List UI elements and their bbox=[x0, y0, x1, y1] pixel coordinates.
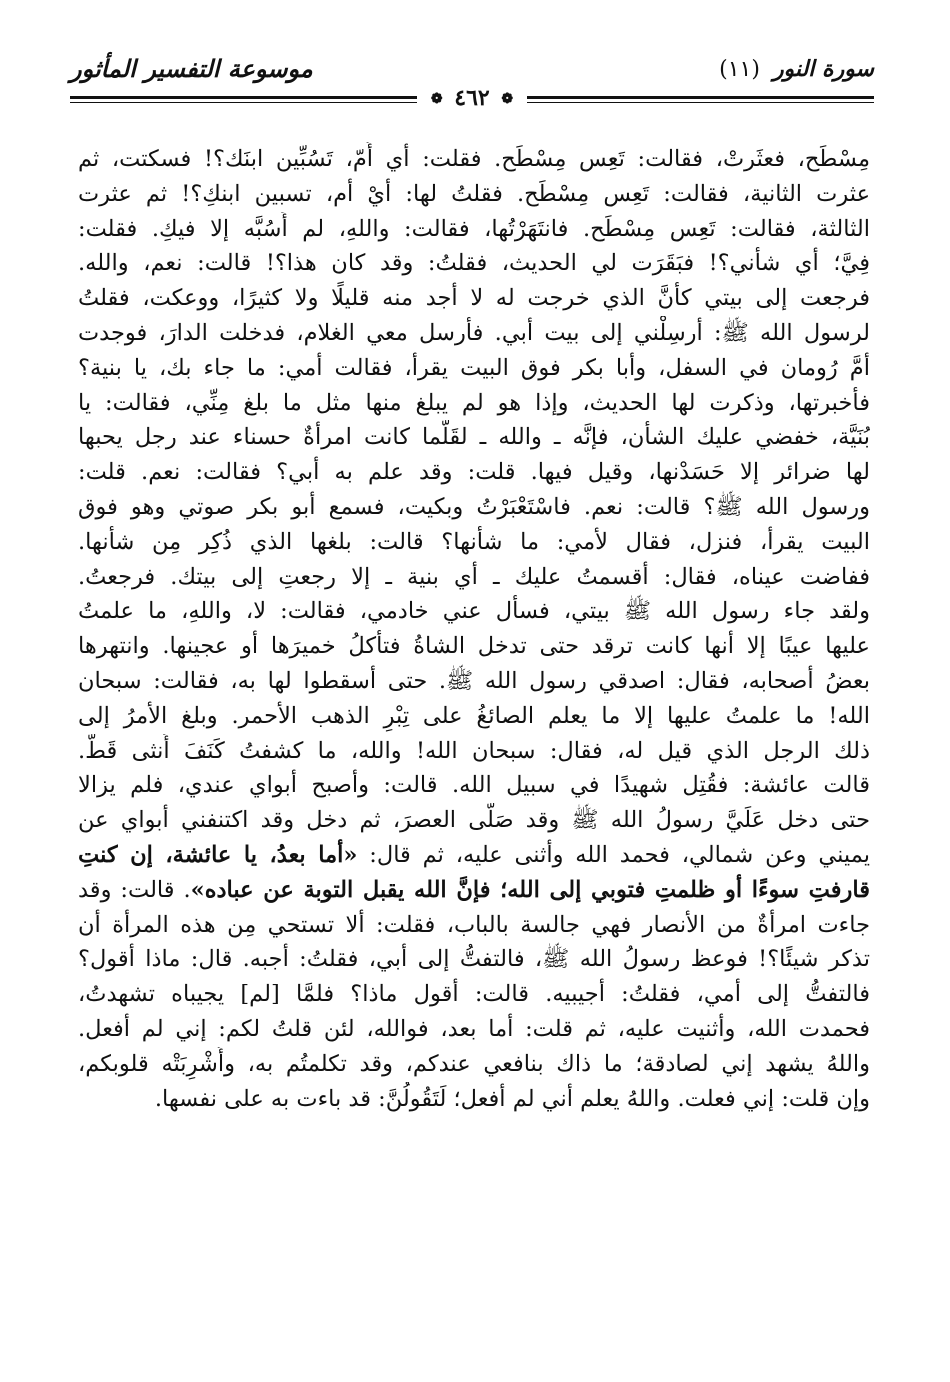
text-line: فحمدت الله، وأثنيت عليه، ثم قلت: أما بعد، فوالله، لئن قلتُ لكم: إني لم أفعل. bbox=[78, 1015, 870, 1042]
text-line: فِيَّ؛ أي شأني؟! فبَقَرَت لي الحديث، فقلتُ: وقد كان هذا؟! قالت: نعم، والله. bbox=[78, 250, 870, 277]
text-line: فالتفتُّ إلى أمي، فقلتُ: أجيبيه. قالت: أقول ماذا؟ فلمَّا [لم] يجيباه تشهدتُ، bbox=[78, 981, 870, 1008]
surah-number: (١١) bbox=[719, 57, 760, 82]
text-line: ذلك الرجل الذي قيل له، فقال: سبحان الله! والله، ما كشفتُ كَنَفَ أُنثى قَطُّ. bbox=[78, 737, 870, 764]
ornament-icon: ❁ bbox=[501, 91, 514, 107]
text-line: بعضُ أصحابه، فقال: اصدقي رسول الله ﷺ. حتى أسقطوا لها به، فقالت: سبحان bbox=[78, 667, 870, 694]
page-number-container bbox=[70, 84, 874, 113]
text-line: واللهُ يشهد إني لصادقة؛ ما ذاك بنافعي عندكم، وقد تكلمتُم به، وأُشْرِبَتْه قلوبكم، bbox=[78, 1050, 870, 1077]
text-line: مِسْطَح، فعثَرتْ، فقالت: تَعِس مِسْطَح. فقلت: أي أُمّ، تَسُبِّين ابنَك؟! فسكتت، ثم bbox=[78, 146, 870, 172]
text-line: حتى دخل عَلَيَّ رسولُ الله ﷺ وقد صَلَّى العصرَ، ثم دخل وقد اكتنفني أبواي عن bbox=[78, 807, 870, 834]
text-line: عثرت الثانية، فقالت: تَعِس مِسْطَح. فقلتُ لها: أيْ أم، تسبين ابنكِ؟! ثم عثرت bbox=[78, 180, 870, 207]
text-line: ففاضت عيناه، فقال: أقسمتُ عليك ـ أي بنية ـ إلا رجعتِ إلى بيتك. فرجعتُ. bbox=[78, 563, 870, 590]
text-line: بُنَيَّة، خفضي عليك الشأن، فإنَّه ـ والله ـ لقَلَّما كانت امرأةٌ حسناء عند رجل يحبها bbox=[78, 424, 870, 451]
text-line: لها ضرائر إلا حَسَدْنها، وقيل فيها. قلت: وقد علم به أبي؟ فقالت: نعم. قلت: bbox=[78, 459, 870, 486]
text-line: البيت يقرأ، فنزل، فقال لأمي: ما شأنها؟ قالت: بلغها الذي ذُكِر مِن شأنها. bbox=[78, 528, 870, 555]
running-head-surah bbox=[719, 56, 874, 82]
text-line: فرجعت إلى بيتي كأنَّ الذي خرجت له لا أجد منه قليلًا ولا كثيرًا، ووعكت، فقلتُ bbox=[78, 285, 870, 312]
surah-title: سورة النور bbox=[772, 56, 874, 82]
hadith-quote: «أما بعدُ، يا عائشة، إن كنتِ bbox=[78, 841, 358, 868]
text-line: وإن قلت: إني فعلت. واللهُ يعلم أني لم أفعل؛ لَتَقُولُنَّ: قد باءت به على نفسها. bbox=[154, 1085, 870, 1112]
ornament-icon: ❁ bbox=[430, 91, 443, 107]
page-number-box bbox=[417, 84, 527, 113]
text-line: ولقد جاء رسول الله ﷺ بيتي، فسأل عني خادمي، فقالت: لا، واللهِ، ما علمتُ bbox=[78, 598, 870, 625]
text-line: الثالثة، فقالت: تَعِس مِسْطَح. فانتَهَرْتُها، فقالت: واللهِ، لم أَسُبَّه إلا فيكِ. فقلت: bbox=[78, 215, 870, 242]
text-line: ورسول الله ﷺ؟ قالت: نعم. فاسْتَعْبَرْتُ وبكيت، فسمع أبو بكر صوتي وهو فوق bbox=[78, 493, 870, 520]
page-number: ٤٦٢ bbox=[454, 85, 490, 111]
page-header bbox=[70, 56, 874, 110]
text-line: قالت عائشة: فقُتِل شهيدًا في سبيل الله. قالت: وأصبح أبواي عندي، فلم يزالا bbox=[78, 772, 870, 799]
text-line: أمَّ رُومان في السفل، وأبا بكر فوق البيت يقرأ، فقالت أمي: ما جاء بك، يا بنية؟ bbox=[78, 354, 870, 381]
text-line: يميني وعن شمالي، فحمد الله وأثنى عليه، ثم قال: «أما بعدُ، يا عائشة، إن كنتِ bbox=[78, 841, 870, 868]
text-line: فأخبرتها، وذكرت لها الحديث، وإذا هو لم يبلغ منها مثل ما بلغ مِنِّي، فقالت: يا bbox=[78, 389, 870, 416]
text-line: لرسول الله ﷺ: أرسِلْني إلى بيت أبي. فأرسل معي الغلام، فدخلت الدارَ، فوجدت bbox=[78, 319, 870, 346]
running-head-book-title: موسوعة التفسير المأثور bbox=[70, 54, 313, 83]
text-line: قارفتِ سوءًا أو ظلمتِ فتوبي إلى الله؛ فإنَّ الله يقبل التوبة عن عباده». قالت: وقد bbox=[78, 876, 870, 903]
text-line: عليها عيبًا إلا أنها كانت ترقد حتى تدخل الشاةُ فتأكلُ خميرَها أو عجينها. وانتهرها bbox=[78, 633, 870, 660]
text-line: تذكر شيئًا؟! فوعظ رسولُ الله ﷺ، فالتفتُّ إلى أبي، فقلتُ: أجبه. قال: ماذا أقول؟ bbox=[78, 946, 870, 973]
text-line: الله! ما علمتُ عليها إلا ما يعلم الصائغُ على تِبْرِ الذهب الأحمر. وبلغ الأمرُ إلى bbox=[78, 702, 870, 729]
hadith-quote: قارفتِ سوءًا أو ظلمتِ فتوبي إلى الله؛ فإنَّ الله يقبل التوبة عن عباده» bbox=[190, 876, 870, 903]
text-line: جاءت امرأةٌ من الأنصار فهي جالسة بالباب، فقلت: ألا تستحي مِن هذه المرأة أن bbox=[78, 911, 870, 938]
body-text bbox=[78, 142, 870, 1116]
